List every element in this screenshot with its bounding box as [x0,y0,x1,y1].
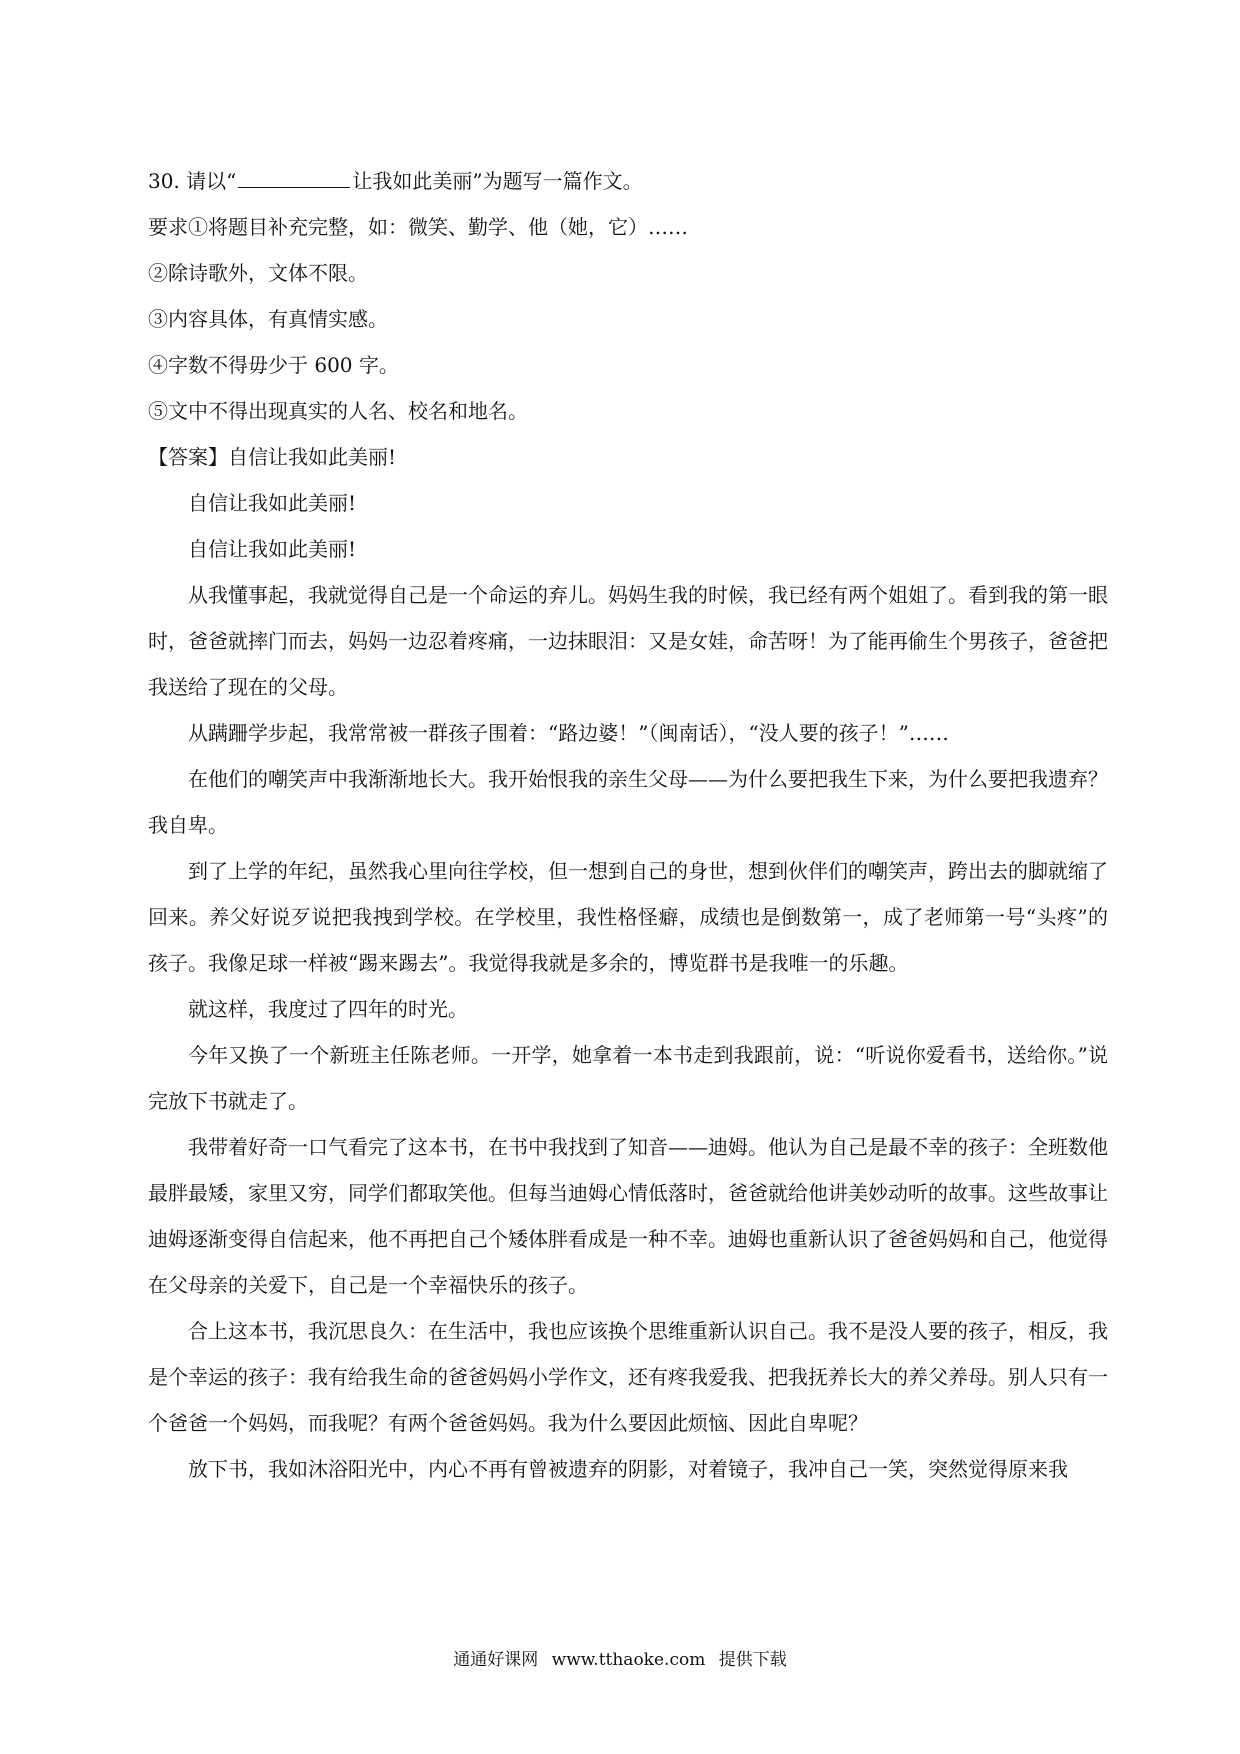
essay-paragraph: 到了上学的年纪，虽然我心里向往学校，但一想到自己的身世，想到伙伴们的嘲笑声，跨出去的脚就缩了回来。养父好说歹说把我拽到学校。在学校里，我性格怪癖，成绩也是倒数第一，成了老师第一号“头疼”的孩子。我像足球一样被“踢来踢去”。我觉得我就是多余的，博览群书是我唯一的乐趣。 [148,859,1108,975]
requirement-2: ②除诗歌外，文体不限。 [148,261,368,285]
requirement-4: ④字数不得毋少于 600 字。 [148,353,399,377]
essay-paragraph: 就这样，我度过了四年的时光。 [188,997,468,1021]
question-prompt [148,158,1108,204]
footer-site-name: 通通好课网 [453,1650,539,1670]
page-footer [0,1648,1240,1672]
requirement-3: ③内容具体，有真情实感。 [148,307,388,331]
essay-paragraph: 放下书，我如沐浴阳光中，内心不再有曾被遗弃的阴影，对着镜子，我冲自己一笑，突然觉得原来我 [188,1457,1068,1481]
essay-paragraph: 我带着好奇一口气看完了这本书，在书中我找到了知音——迪姆。他认为自己是最不幸的孩子：全班数他最胖最矮，家里又穷，同学们都取笑他。但每当迪姆心情低落时，爸爸就给他讲美妙动听的故事。这些故事让迪姆逐渐变得自信起来，他不再把自己个矮体胖看成是一种不幸。迪姆也重新认识了爸爸妈妈和自己，他觉得在父母亲的关爱下，自己是一个幸福快乐的孩子。 [148,1135,1108,1297]
essay-paragraph: 今年又换了一个新班主任陈老师。一开学，她拿着一本书走到我跟前，说：“听说你爱看书，送给你。”说完放下书就走了。 [148,1043,1108,1113]
answer-heading: 【答案】自信让我如此美丽! [148,445,397,469]
footer-url[interactable]: www.tthaoke.com [551,1650,706,1670]
question-suffix: 让我如此美丽”为题写一篇作文。 [352,169,643,193]
essay-title-repeat: 自信让我如此美丽! [188,537,357,561]
title-blank [238,169,350,188]
essay-title: 自信让我如此美丽! [188,491,357,515]
essay-paragraph: 在他们的嘲笑声中我渐渐地长大。我开始恨我的亲生父母——为什么要把我生下来，为什么要把我遗弃？我自卑。 [148,767,1108,837]
requirement-1: 要求①将题目补充完整，如：微笑、勤学、他（她，它）…… [148,215,688,239]
footer-tail: 提供下载 [718,1650,787,1670]
question-prefix: 30. 请以“ [148,169,237,193]
essay-paragraph: 合上这本书，我沉思良久：在生活中，我也应该换个思维重新认识自己。我不是没人要的孩子，相反，我是个幸运的孩子：我有给我生命的爸爸妈妈小学作文，还有疼我爱我、把我抚养长大的养父养母。别人只有一个爸爸一个妈妈，而我呢？有两个爸爸妈妈。我为什么要因此烦恼、因此自卑呢？ [148,1319,1108,1435]
essay-paragraph: 从我懂事起，我就觉得自己是一个命运的弃儿。妈妈生我的时候，我已经有两个姐姐了。看到我的第一眼时，爸爸就摔门而去，妈妈一边忍着疼痛，一边抹眼泪：又是女娃，命苦呀！为了能再偷生个男孩子，爸爸把我送给了现在的父母。 [148,583,1108,699]
requirement-5: ⑤文中不得出现真实的人名、校名和地名。 [148,399,528,423]
document-body [148,158,1108,1492]
essay-paragraph: 从蹒跚学步起，我常常被一群孩子围着：“路边婆！”（闽南话），“没人要的孩子！”…… [188,721,949,745]
